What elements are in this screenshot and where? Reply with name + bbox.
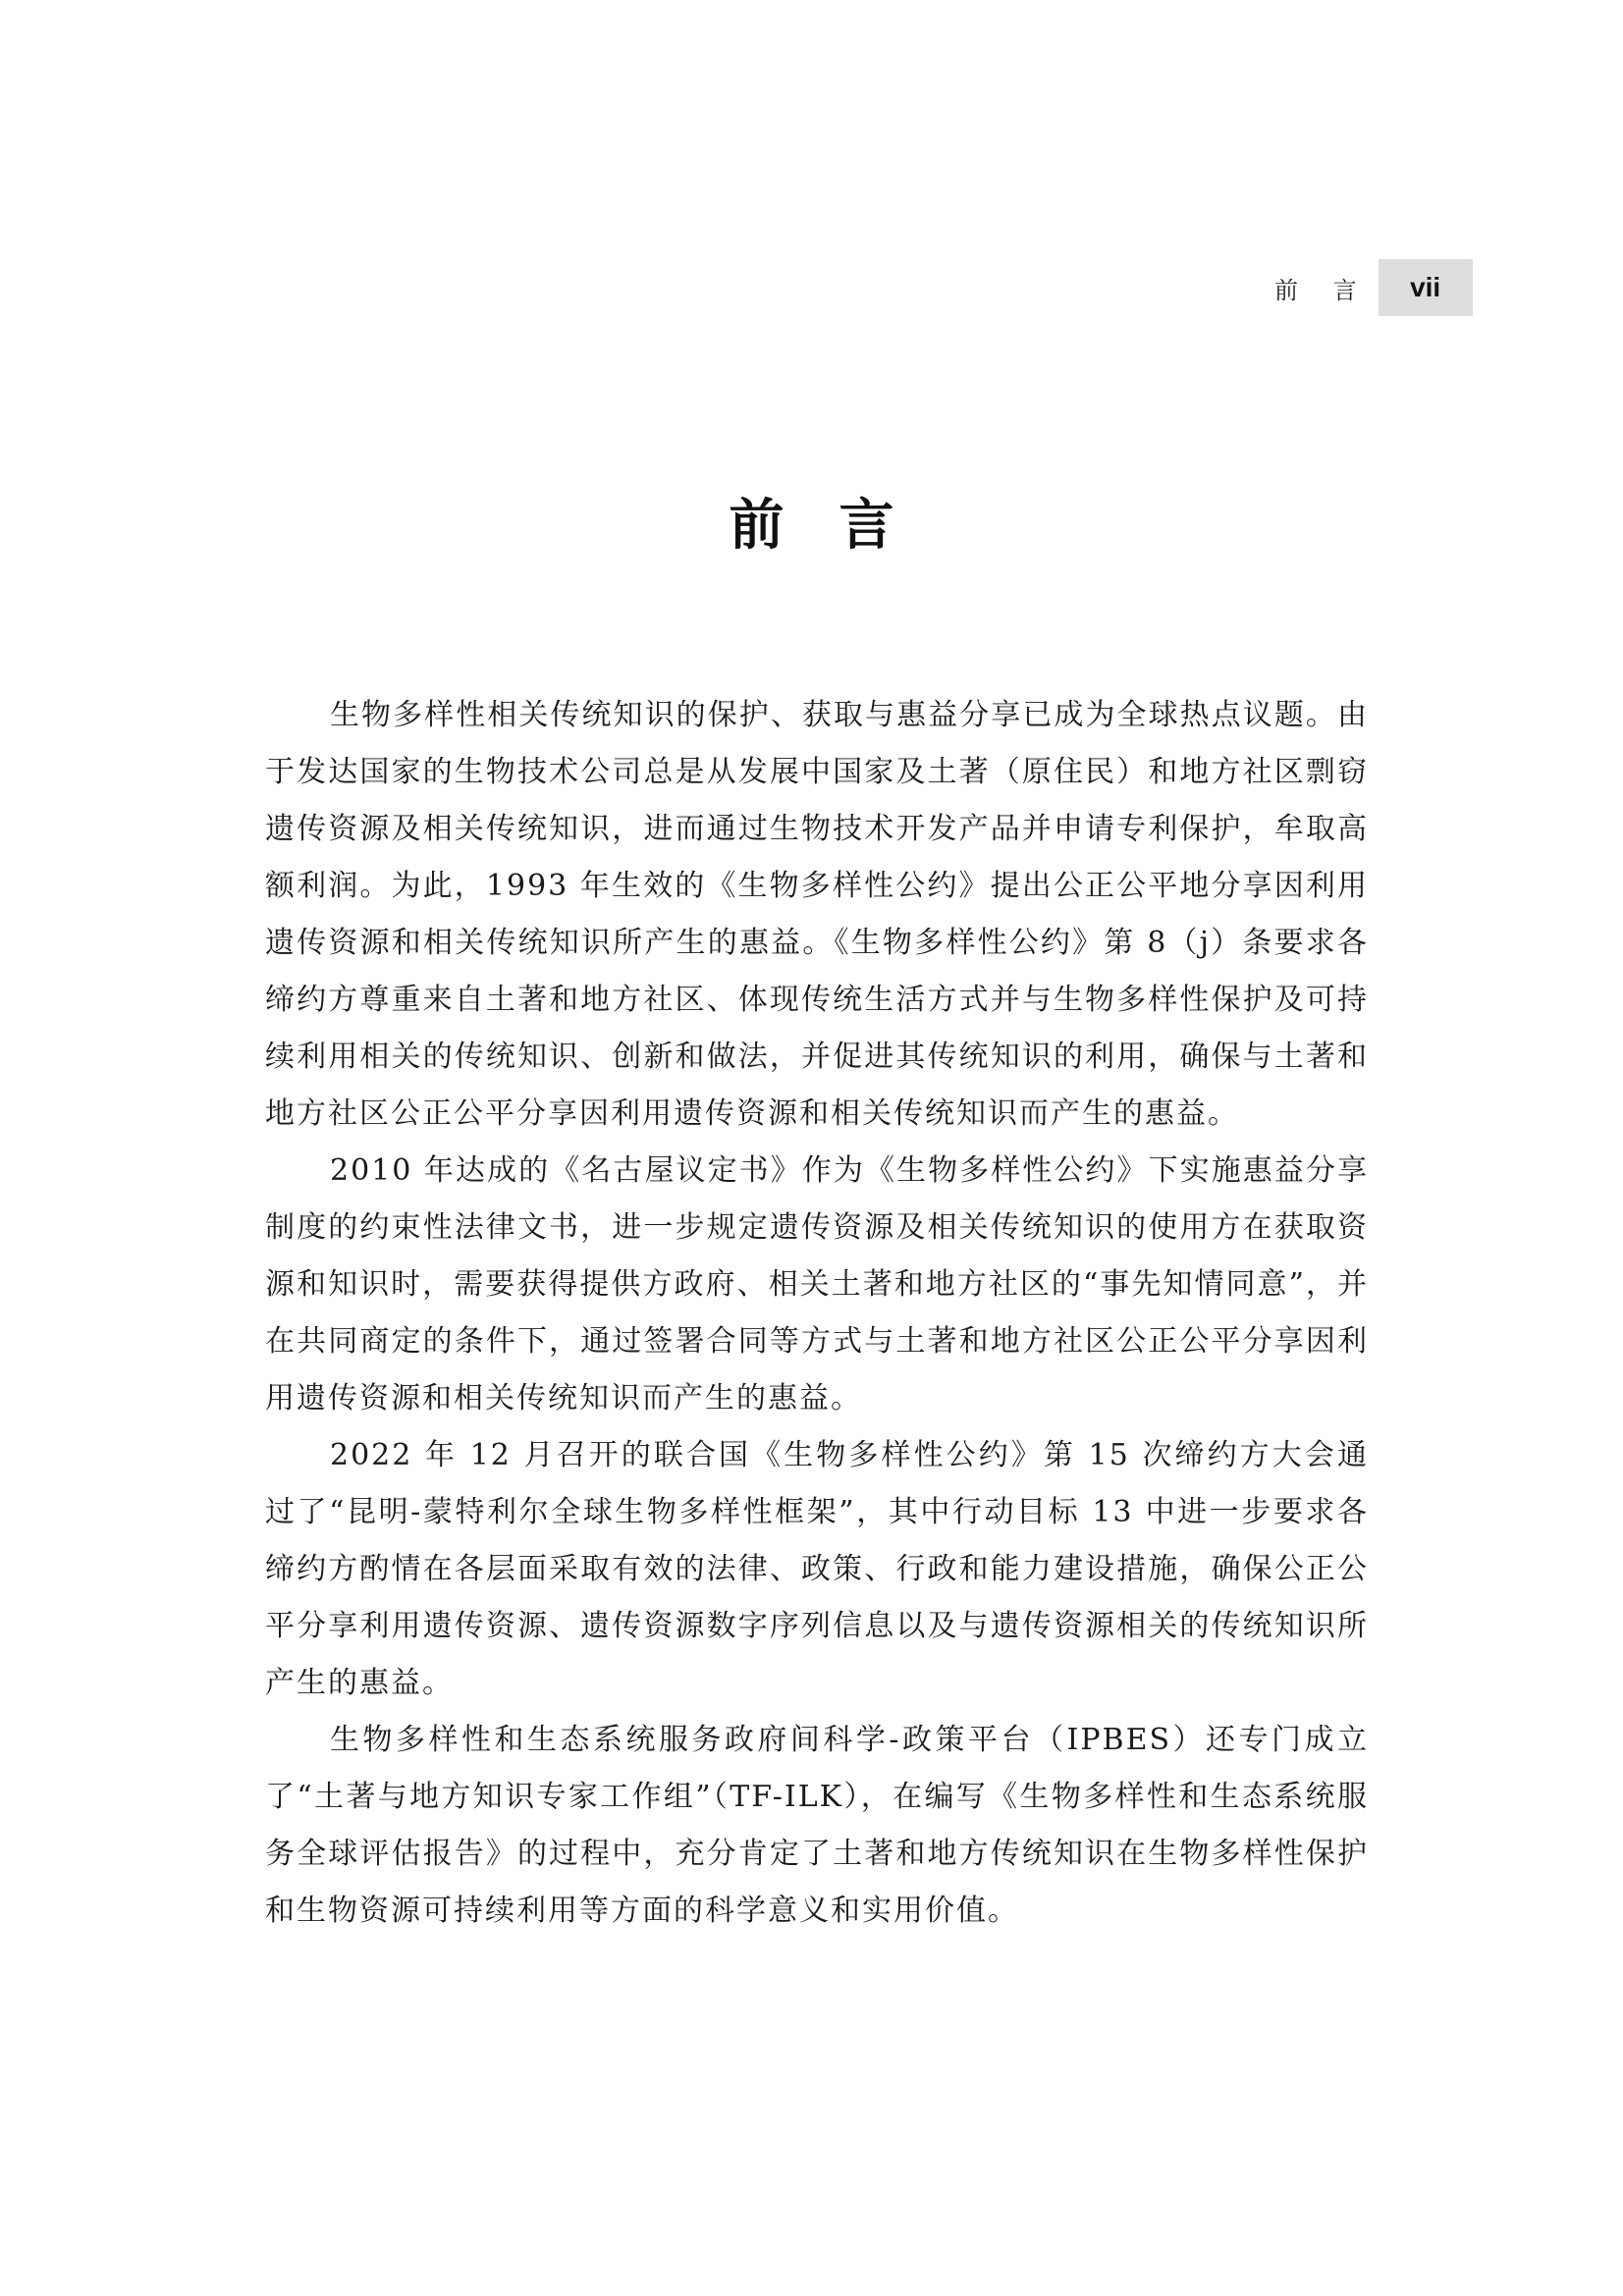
- running-title: 前 言: [1274, 276, 1371, 304]
- page-number: vii: [1379, 259, 1473, 316]
- body-text: [265, 687, 1369, 1940]
- chapter-title: 前言: [729, 494, 949, 558]
- paragraph: 2022 年 12 月召开的联合国《生物多样性公约》第 15 次缔约方大会通过了“昆明-蒙特利尔全球生物多样性框架”，其中行动目标 13 中进一步要求各缔约方酌情在各层面采取有效的法律、政策、行政和能力建设措施，确保公正公平分享利用遗传资源、遗传资源数字序列信息以及与遗传资源相关的传统知识所产生的惠益。: [265, 1438, 1369, 1700]
- paragraph: 生物多样性相关传统知识的保护、获取与惠益分享已成为全球热点议题。由于发达国家的生物技术公司总是从发展中国家及土著（原住民）和地方社区剽窃遗传资源及相关传统知识，进而通过生物技术开发产品并申请专利保护，牟取高额利润。为此，1993 年生效的《生物多样性公约》提出公正公平地分享因利用遗传资源和相关传统知识所产生的惠益。《生物多样性公约》第 8（j）条要求各缔约方尊重来自土著和地方社区、体现传统生活方式并与生物多样性保护及可持续利用相关的传统知识、创新和做法，并促进其传统知识的利用，确保与土著和地方社区公正公平分享因利用遗传资源和相关传统知识而产生的惠益。: [265, 698, 1369, 1131]
- running-header: [1274, 259, 1473, 316]
- paragraph: 生物多样性和生态系统服务政府间科学-政策平台（IPBES）还专门成立了“土著与地方知识专家工作组”（TF-ILK），在编写《生物多样性和生态系统服务全球评估报告》的过程中，充分肯定了土著和地方传统知识在生物多样性保护和生物资源可持续利用等方面的科学意义和实用价值。: [265, 1723, 1369, 1928]
- paragraph: 2010 年达成的《名古屋议定书》作为《生物多样性公约》下实施惠益分享制度的约束性法律文书，进一步规定遗传资源及相关传统知识的使用方在获取资源和知识时，需要获得提供方政府、相关土著和地方社区的“事先知情同意”，并在共同商定的条件下，通过签署合同等方式与土著和地方社区公正公平分享因利用遗传资源和相关传统知识而产生的惠益。: [265, 1153, 1369, 1415]
